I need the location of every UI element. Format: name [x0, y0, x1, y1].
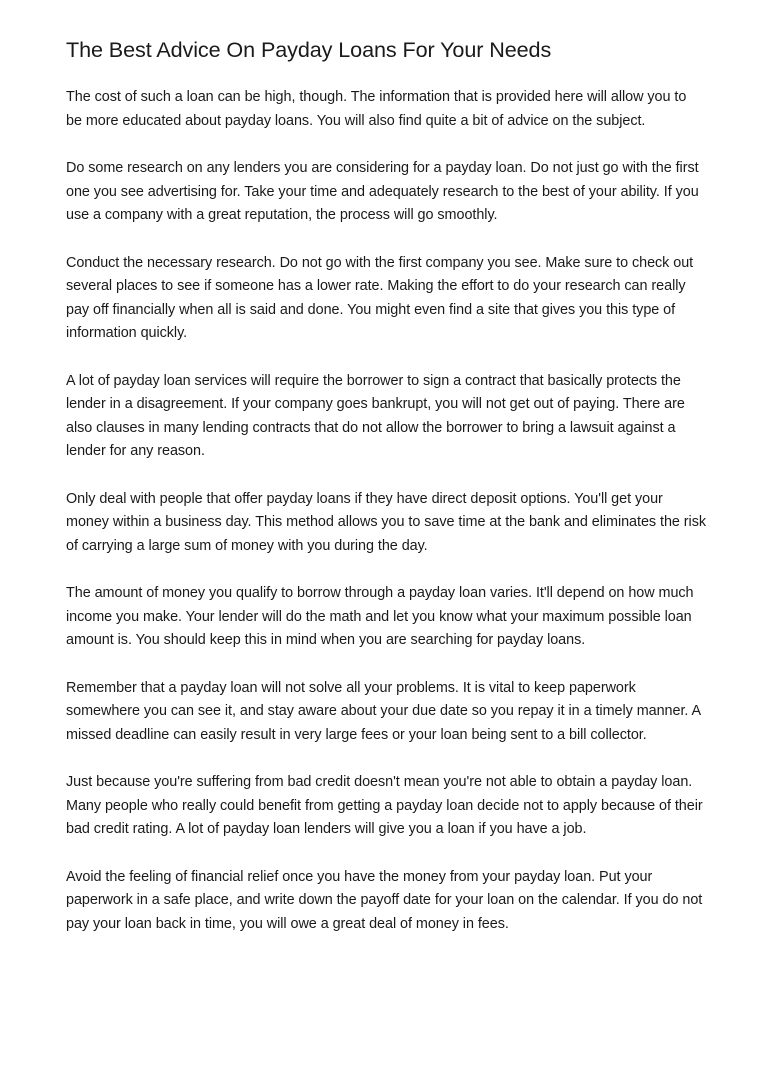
paragraph: Just because you're suffering from bad credit doesn't mean you're not able to obtain a payday loan. Many people who really could benefit from getting a payday loan decide not to apply because of their bad credit rating. A lot of payday loan lenders will give you a loan if you have a job.	[66, 774, 703, 837]
paragraph: Conduct the necessary research. Do not go with the first company you see. Make sure to check out several places to see if someone has a lower rate. Making the effort to do your research can really pay off financially when all is said and done. You might even find a site that gives you this type of information quickly.	[66, 254, 694, 341]
paragraph: The cost of such a loan can be high, though. The information that is provided here will allow you to be more educated about payday loans. You will also find quite a bit of advice on the subject.	[66, 89, 687, 129]
document-title: The Best Advice On Payday Loans For Your Needs	[66, 37, 552, 62]
document-body	[66, 36, 706, 960]
paragraph: Do some research on any lenders you are considering for a payday loan. Do not just go with the first one you see advertising for. Take your time and adequately research to the best of your ability. If you use a company with a great reputation, the process will go smoothly.	[66, 160, 699, 223]
paragraph: A lot of payday loan services will require the borrower to sign a contract that basically protects the lender in a disagreement. If your company goes bankrupt, you will not get out of paying. There are also clauses in many lending contracts that do not allow the borrower to bring a lawsuit against a lender for any reason.	[66, 372, 685, 459]
paragraph: Avoid the feeling of financial relief once you have the money from your payday loan. Put your paperwork in a safe place, and write down the payoff date for your loan on the calendar. If you do not pay your loan back in time, you will owe a great deal of money in fees.	[66, 868, 703, 932]
paragraph: Only deal with people that offer payday loans if they have direct deposit options. You'll get your money within a business day. This method allows you to save time at the bank and eliminates the risk of carrying a large sum of money with you during the day.	[66, 490, 706, 554]
paragraph: Remember that a payday loan will not solve all your problems. It is vital to keep paperwork somewhere you can see it, and stay aware about your due date so you repay it in a timely manner. A missed deadline can easily result in very large fees or your loan being sent to a bill collector.	[66, 679, 701, 743]
paragraph: The amount of money you qualify to borrow through a payday loan varies. It'll depend on how much income you make. Your lender will do the math and let you know what your maximum possible loan amount is. You should keep this in mind when you are searching for payday loans.	[66, 585, 694, 648]
